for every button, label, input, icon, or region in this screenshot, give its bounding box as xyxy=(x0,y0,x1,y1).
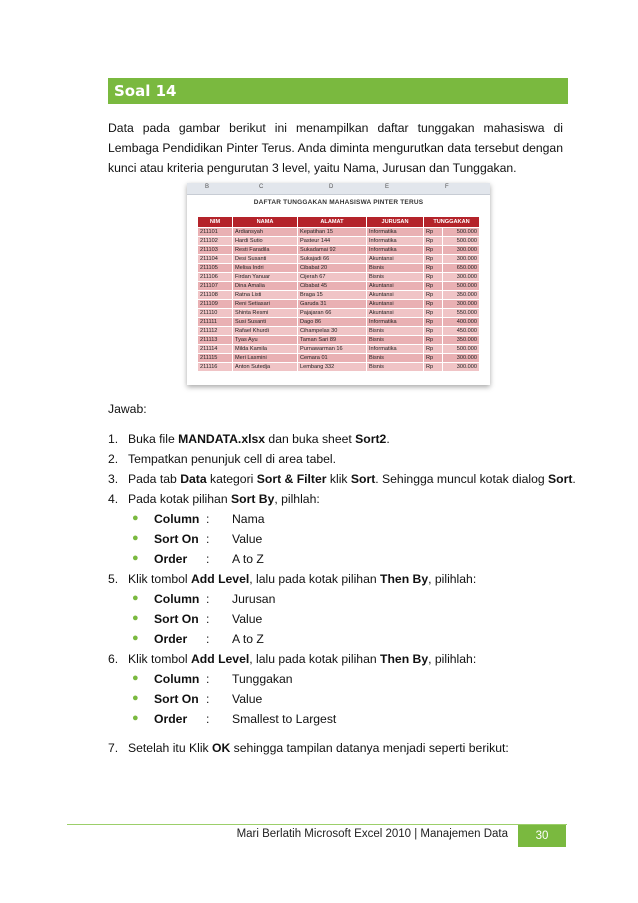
table-cell: Rp xyxy=(424,273,443,282)
table-cell: 650.000 xyxy=(443,264,480,273)
table-cell: Pajajaran 66 xyxy=(298,309,367,318)
table-row xyxy=(198,264,480,273)
table-cell: 500.000 xyxy=(443,237,480,246)
table-cell: 211113 xyxy=(198,336,233,345)
table-cell: Garuda 31 xyxy=(298,300,367,309)
col-letter: B xyxy=(205,184,210,190)
table-cell: 400.000 xyxy=(443,318,480,327)
header-cell: ALAMAT xyxy=(298,217,367,228)
table-row xyxy=(198,309,480,318)
table-cell: Informatika xyxy=(367,228,424,237)
bullet-icon: ● xyxy=(132,532,139,544)
table-cell: Braga 15 xyxy=(298,291,367,300)
table-cell: Susi Susanti xyxy=(233,318,298,327)
table-cell: 350.000 xyxy=(443,291,480,300)
bullet-icon: ● xyxy=(132,712,139,724)
table-cell: Hardi Sutio xyxy=(233,237,298,246)
table-cell: Informatika xyxy=(367,345,424,354)
table-cell: 300.000 xyxy=(443,255,480,264)
table-cell: 211111 xyxy=(198,318,233,327)
step-text: Pada kotak pilihan Sort By, pilhlah: xyxy=(128,492,320,506)
table-cell: 350.000 xyxy=(443,336,480,345)
table-cell: Rp xyxy=(424,336,443,345)
table-cell: Bisnis xyxy=(367,327,424,336)
table-cell: 211107 xyxy=(198,282,233,291)
table-cell: 300.000 xyxy=(443,354,480,363)
bullet-icon: ● xyxy=(132,512,139,524)
table-row xyxy=(198,336,480,345)
table-cell: Pasteur 144 xyxy=(298,237,367,246)
sheet-title: DAFTAR TUNGGAKAN MAHASISWA PINTER TERUS xyxy=(253,199,424,206)
table-cell: 500.000 xyxy=(443,282,480,291)
table-cell: Rp xyxy=(424,291,443,300)
table-cell: Sukajadi 66 xyxy=(298,255,367,264)
table-cell: Rp xyxy=(424,345,443,354)
step-text: Tempatkan penunjuk cell di area tabel. xyxy=(128,452,336,466)
bullet-icon: ● xyxy=(132,592,139,604)
table-cell: Informatika xyxy=(367,318,424,327)
col-letter: D xyxy=(329,184,334,190)
step-text: Klik tombol Add Level, lalu pada kotak pilihan Then By, pilihlah: xyxy=(128,572,477,586)
table-row xyxy=(198,363,480,372)
bullet-icon: ● xyxy=(132,692,139,704)
table-cell: Rp xyxy=(424,228,443,237)
table-cell: Bisnis xyxy=(367,363,424,372)
table-cell: Reni Setiasari xyxy=(233,300,298,309)
table-row xyxy=(198,255,480,264)
table-cell: Informatika xyxy=(367,246,424,255)
table-cell: 211116 xyxy=(198,363,233,372)
table-row xyxy=(198,354,480,363)
answer-label: Jawab: xyxy=(108,402,147,416)
col-letter: C xyxy=(259,184,264,190)
table-cell: Dago 86 xyxy=(298,318,367,327)
table-cell: Rp xyxy=(424,237,443,246)
table-cell: Sukadamai 92 xyxy=(298,246,367,255)
table-row xyxy=(198,246,480,255)
step-text: Pada tab Data kategori Sort & Filter klik Sort. Sehingga muncul kotak dialog Sort. xyxy=(128,472,576,486)
bullet-icon: ● xyxy=(132,672,139,684)
data-table xyxy=(197,216,480,372)
table-cell: 211114 xyxy=(198,345,233,354)
section-title: Soal 14 xyxy=(114,82,177,100)
table-cell: Cemara 01 xyxy=(298,354,367,363)
table-cell: 300.000 xyxy=(443,273,480,282)
table-cell: 300.000 xyxy=(443,300,480,309)
table-cell: Bisnis xyxy=(367,264,424,273)
table-cell: 211110 xyxy=(198,309,233,318)
table-cell: 500.000 xyxy=(443,228,480,237)
table-cell: Desi Susanti xyxy=(233,255,298,264)
table-cell: 211108 xyxy=(198,291,233,300)
table-cell: Rp xyxy=(424,318,443,327)
table-row xyxy=(198,282,480,291)
table-cell: 211115 xyxy=(198,354,233,363)
bullet-icon: ● xyxy=(132,552,139,564)
table-cell: Ardiansyah xyxy=(233,228,298,237)
intro-paragraph: Data pada gambar berikut ini menampilkan daftar tunggakan mahasiswa di Lembaga Pendidikan Pinter Terus. Anda diminta mengurutkan data tersebut dengan kunci atau kriteria pengurutan 3 level, yaitu Nama, Jurusan dan Tunggakan. xyxy=(108,121,563,175)
table-cell: Kepatihan 15 xyxy=(298,228,367,237)
table-cell: Cibabat 45 xyxy=(298,282,367,291)
column-header-bar xyxy=(187,183,490,195)
table-row xyxy=(198,291,480,300)
table-cell: Milda Kamila xyxy=(233,345,298,354)
spreadsheet-image xyxy=(187,183,490,385)
table-cell: Lembang 332 xyxy=(298,363,367,372)
col-letter: E xyxy=(385,184,390,190)
step-text: Klik tombol Add Level, lalu pada kotak pilihan Then By, pilihlah: xyxy=(128,652,477,666)
table-cell: Tyas Ayu xyxy=(233,336,298,345)
table-cell: Cibabat 20 xyxy=(298,264,367,273)
table-cell: Dina Amalia xyxy=(233,282,298,291)
table-cell: Resti Faradila xyxy=(233,246,298,255)
table-row xyxy=(198,300,480,309)
table-row xyxy=(198,273,480,282)
table-cell: Shinta Resmi xyxy=(233,309,298,318)
table-cell: Akuntansi xyxy=(367,309,424,318)
table-cell: Purnawarman 16 xyxy=(298,345,367,354)
col-letter: F xyxy=(445,184,449,190)
table-cell: 211102 xyxy=(198,237,233,246)
step-text: Buka file MANDATA.xlsx dan buka sheet Sort2. xyxy=(128,432,390,446)
table-cell: 550.000 xyxy=(443,309,480,318)
table-cell: Ratna Listi xyxy=(233,291,298,300)
table-cell: Rafael Khurdi xyxy=(233,327,298,336)
table-cell: Akuntansi xyxy=(367,300,424,309)
table-cell: Bisnis xyxy=(367,354,424,363)
table-cell: 500.000 xyxy=(443,345,480,354)
table-cell: Akuntansi xyxy=(367,282,424,291)
table-cell: 211103 xyxy=(198,246,233,255)
table-cell: Rp xyxy=(424,246,443,255)
table-cell: Rp xyxy=(424,309,443,318)
table-row xyxy=(198,318,480,327)
table-cell: 211109 xyxy=(198,300,233,309)
table-cell: Cihampelas 30 xyxy=(298,327,367,336)
table-cell: 450.000 xyxy=(443,327,480,336)
table-row xyxy=(198,345,480,354)
table-header-row xyxy=(198,217,480,228)
header-cell: TUNGGAKAN xyxy=(424,217,480,228)
table-cell: Bisnis xyxy=(367,336,424,345)
table-row xyxy=(198,327,480,336)
page-number: 30 xyxy=(518,825,566,847)
table-cell: Cijerah 67 xyxy=(298,273,367,282)
table-cell: Bisnis xyxy=(367,273,424,282)
table-cell: Rp xyxy=(424,354,443,363)
section-title-banner xyxy=(108,78,568,104)
table-cell: Informatika xyxy=(367,237,424,246)
table-cell: Rp xyxy=(424,327,443,336)
table-cell: 211106 xyxy=(198,273,233,282)
table-cell: 300.000 xyxy=(443,246,480,255)
table-cell: 211105 xyxy=(198,264,233,273)
step-text: Setelah itu Klik OK sehingga tampilan datanya menjadi seperti berikut: xyxy=(128,741,509,755)
table-cell: 211112 xyxy=(198,327,233,336)
table-cell: Taman Sari 89 xyxy=(298,336,367,345)
table-cell: Rp xyxy=(424,300,443,309)
header-cell: NAMA xyxy=(233,217,298,228)
table-cell: Akuntansi xyxy=(367,291,424,300)
table-cell: Anton Sutedja xyxy=(233,363,298,372)
table-cell: Rp xyxy=(424,255,443,264)
table-cell: 300.000 xyxy=(443,363,480,372)
table-cell: Rp xyxy=(424,264,443,273)
table-cell: 211101 xyxy=(198,228,233,237)
header-cell: JURUSAN xyxy=(367,217,424,228)
table-cell: Melisa Indri xyxy=(233,264,298,273)
table-cell: Meri Lasmini xyxy=(233,354,298,363)
table-row xyxy=(198,237,480,246)
bullet-icon: ● xyxy=(132,632,139,644)
table-cell: Akuntansi xyxy=(367,255,424,264)
table-cell: Rp xyxy=(424,282,443,291)
table-cell: 211104 xyxy=(198,255,233,264)
footer-divider xyxy=(67,824,567,825)
table-row xyxy=(198,228,480,237)
footer-title: Mari Berlatih Microsoft Excel 2010 | Manajemen Data xyxy=(236,828,508,840)
bullet-icon: ● xyxy=(132,612,139,624)
table-cell: Firdan Yanuar xyxy=(233,273,298,282)
header-cell: NIM xyxy=(198,217,233,228)
table-cell: Rp xyxy=(424,363,443,372)
